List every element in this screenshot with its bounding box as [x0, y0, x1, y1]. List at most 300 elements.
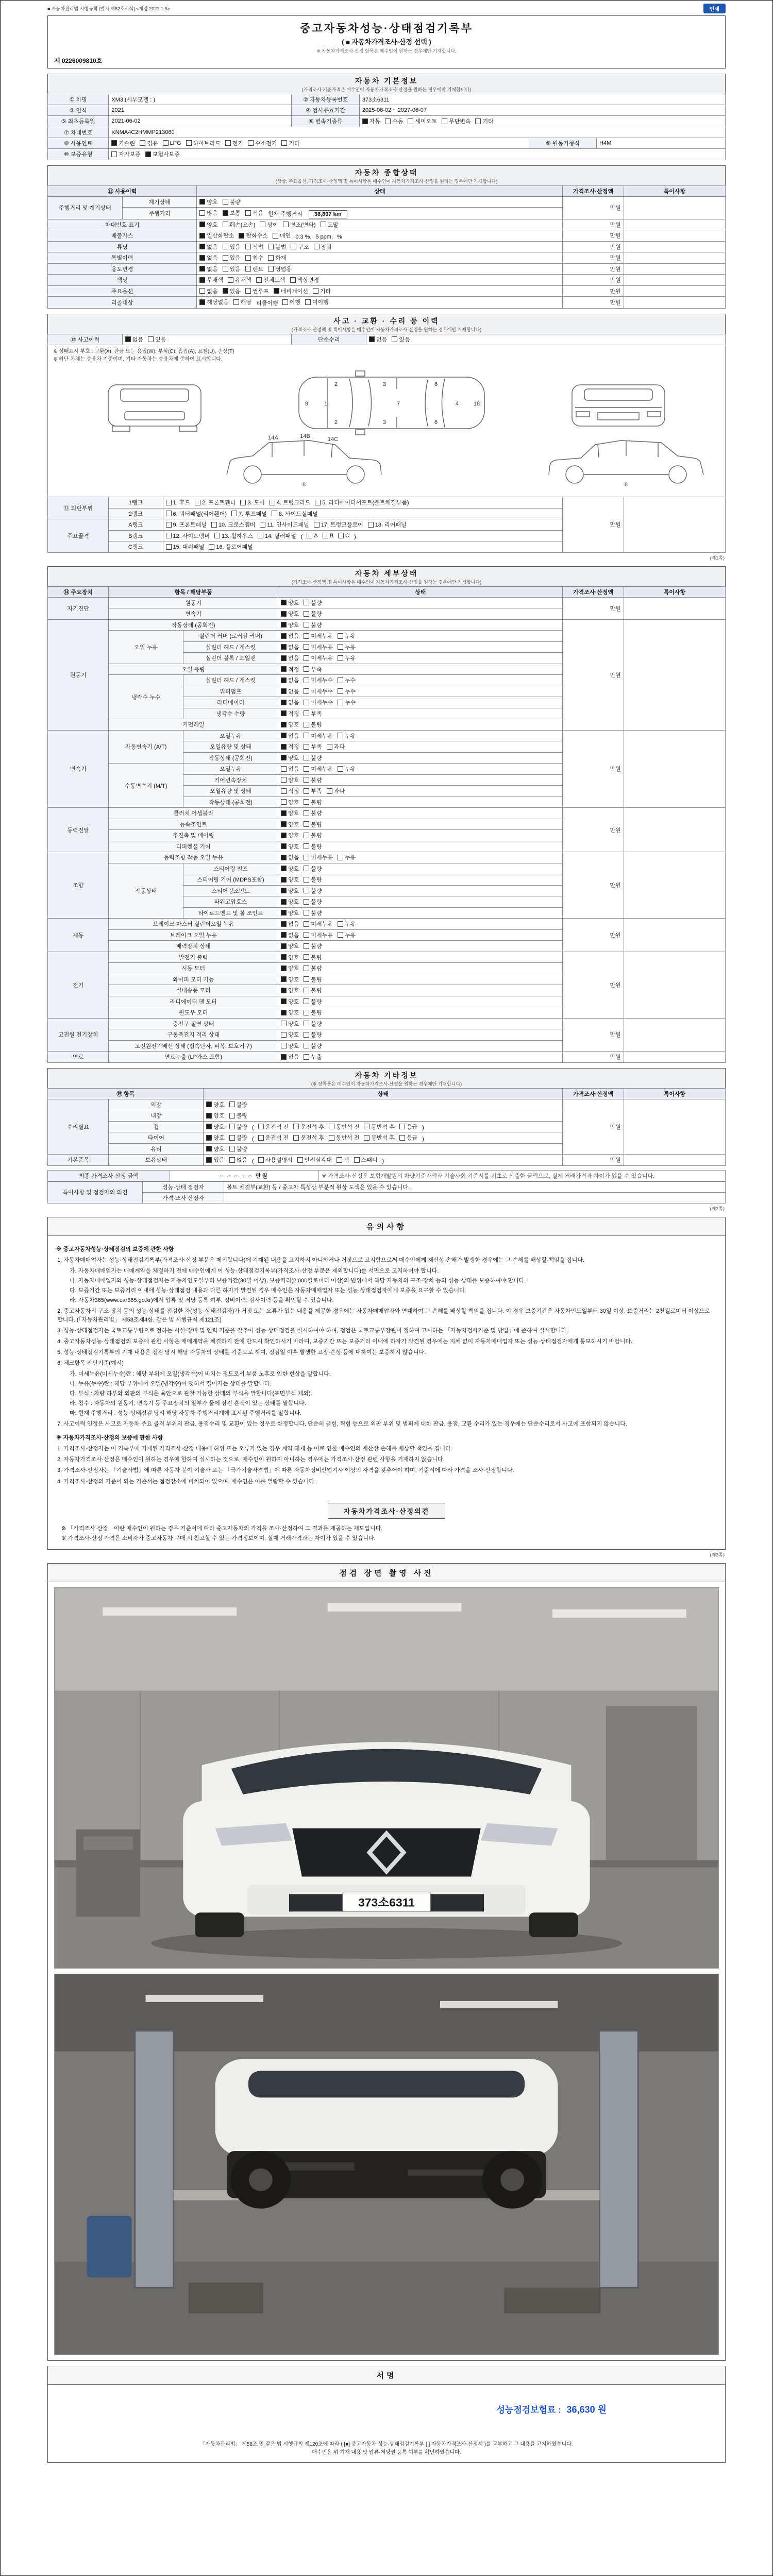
- checkbox[interactable]: [199, 253, 217, 262]
- checkbox[interactable]: [281, 1053, 299, 1061]
- checkbox[interactable]: [338, 698, 356, 706]
- checkbox-label: 적법: [252, 244, 264, 250]
- document-title: 중고자동차성능·상태점검기록부: [300, 23, 473, 35]
- checkbox-checked-icon: [199, 222, 205, 227]
- checkbox[interactable]: [281, 709, 299, 718]
- checkbox[interactable]: [140, 139, 158, 147]
- checkbox[interactable]: [408, 117, 437, 125]
- checkbox[interactable]: [248, 139, 277, 147]
- checkbox[interactable]: [256, 276, 285, 284]
- checkbox[interactable]: [281, 720, 299, 728]
- checkbox[interactable]: [233, 298, 251, 306]
- checkbox[interactable]: [304, 665, 322, 673]
- checkbox[interactable]: [329, 1133, 360, 1142]
- checkbox[interactable]: [223, 287, 241, 295]
- checkbox[interactable]: [392, 335, 410, 344]
- checkbox[interactable]: [214, 532, 253, 540]
- price-cell: 만원: [563, 919, 624, 952]
- checkbox[interactable]: [304, 920, 333, 928]
- checkbox[interactable]: [304, 897, 322, 906]
- simple-repair: [366, 334, 726, 345]
- checkbox[interactable]: [337, 1156, 349, 1164]
- checkbox-label: 없음: [288, 733, 299, 739]
- checkbox[interactable]: [272, 510, 318, 518]
- checkbox[interactable]: [304, 931, 333, 939]
- checkbox[interactable]: [304, 687, 333, 696]
- field-sublabel: 1랭크: [109, 497, 163, 509]
- checkbox[interactable]: [315, 498, 409, 506]
- checkbox[interactable]: [258, 1123, 289, 1131]
- field-sublabel: 실린더 헤드 / 개스킷: [183, 675, 278, 686]
- checkbox[interactable]: [399, 1133, 417, 1142]
- checkbox[interactable]: [281, 754, 299, 762]
- checkbox[interactable]: [281, 632, 299, 640]
- field-value: [278, 597, 563, 608]
- checkbox[interactable]: [111, 139, 135, 147]
- checkbox[interactable]: [240, 498, 264, 506]
- checkbox[interactable]: [304, 809, 322, 817]
- checkbox[interactable]: [274, 287, 308, 295]
- checkbox-label: 불량: [311, 976, 322, 983]
- checkbox[interactable]: [304, 964, 322, 972]
- checkbox[interactable]: [211, 520, 255, 529]
- checkbox[interactable]: [148, 335, 166, 344]
- checkbox-empty-icon: [228, 277, 233, 283]
- checkbox-empty-icon: [195, 500, 200, 505]
- checkbox-label: 불량: [311, 965, 322, 972]
- checkbox[interactable]: [268, 253, 286, 262]
- checkbox[interactable]: [291, 243, 309, 251]
- checkbox[interactable]: [399, 1123, 417, 1131]
- checkbox[interactable]: [323, 533, 333, 539]
- checkbox[interactable]: [304, 787, 322, 795]
- checkbox[interactable]: [304, 1020, 322, 1028]
- checkbox[interactable]: [281, 742, 299, 751]
- checkbox[interactable]: [199, 221, 217, 229]
- checkbox[interactable]: [364, 1123, 395, 1131]
- checkbox[interactable]: [281, 931, 299, 939]
- checkbox[interactable]: [304, 1042, 322, 1050]
- checkbox[interactable]: [245, 253, 263, 262]
- checkbox[interactable]: [223, 209, 241, 217]
- price-cell: 만원: [563, 952, 624, 1018]
- car-diagram-side-view-right: [549, 440, 703, 483]
- checkbox[interactable]: [304, 942, 322, 950]
- checkbox[interactable]: [304, 654, 333, 662]
- checkbox-label: 미세누수: [311, 688, 333, 695]
- checkbox[interactable]: [206, 1111, 224, 1120]
- price-cell: 만원: [563, 297, 624, 309]
- checkbox[interactable]: [338, 765, 356, 773]
- checkbox-label: 해당: [240, 299, 252, 306]
- field-label: 수리필요: [48, 1099, 109, 1155]
- checkbox[interactable]: [281, 765, 299, 773]
- notice-line: 4. 가격조사·산정의 기준이 되는 기준서는 점검장소에 비치되어 있으며, 매수인은 이를 열람할 수 있습니다.: [57, 1478, 316, 1485]
- checkbox-empty-icon: [229, 1113, 235, 1118]
- checkbox[interactable]: [338, 632, 356, 640]
- checkbox[interactable]: [229, 1111, 247, 1120]
- checkbox[interactable]: [281, 920, 299, 928]
- checkbox[interactable]: [338, 687, 356, 696]
- checkbox[interactable]: [304, 853, 333, 861]
- checkbox[interactable]: [245, 287, 269, 295]
- checkbox-label: 누출: [311, 1054, 322, 1060]
- checkbox[interactable]: [225, 139, 243, 147]
- document-subtitle: ( ■ 자동차가격조사·산정 선택 ): [342, 38, 431, 46]
- checkbox-checked-icon: [281, 644, 287, 650]
- checkbox[interactable]: [338, 853, 356, 861]
- checkbox[interactable]: [304, 720, 322, 728]
- document-header: [47, 15, 726, 69]
- checkbox[interactable]: [245, 243, 263, 251]
- checkbox-label: 양호: [288, 1010, 299, 1016]
- checkbox[interactable]: [281, 909, 299, 917]
- checkbox-checked-icon: [206, 1124, 212, 1129]
- checkbox[interactable]: [304, 831, 322, 839]
- checkbox[interactable]: [281, 698, 299, 706]
- field-label: ⑤ 최초등록일: [48, 116, 109, 127]
- checkbox[interactable]: [229, 1123, 247, 1131]
- print-button[interactable]: 인쇄: [703, 4, 726, 13]
- checkbox[interactable]: [245, 209, 263, 217]
- checkbox[interactable]: [258, 532, 296, 540]
- checkbox[interactable]: [273, 231, 291, 240]
- checkbox[interactable]: [281, 1042, 299, 1050]
- checkbox[interactable]: [368, 520, 407, 529]
- checkbox[interactable]: [186, 139, 221, 147]
- checkbox[interactable]: [281, 621, 299, 629]
- checkbox[interactable]: [304, 865, 322, 873]
- checkbox[interactable]: [304, 1008, 322, 1016]
- field-sublabel: 발전기 출력: [109, 952, 278, 963]
- checkbox[interactable]: [304, 986, 322, 994]
- checkbox-empty-icon: [223, 255, 228, 261]
- checkbox-empty-icon: [281, 140, 287, 146]
- checkbox[interactable]: [281, 897, 299, 906]
- field-value: [163, 497, 563, 509]
- checkbox[interactable]: [166, 520, 207, 529]
- checkbox[interactable]: [297, 1156, 332, 1164]
- special-note-table: [47, 1181, 726, 1204]
- checkbox[interactable]: [304, 975, 322, 984]
- checkbox[interactable]: [260, 520, 309, 529]
- checkbox[interactable]: [293, 1133, 324, 1142]
- checkbox[interactable]: [304, 1030, 322, 1039]
- checkbox[interactable]: [385, 117, 403, 125]
- field-sublabel: 2랭크: [109, 508, 163, 519]
- checkbox[interactable]: [281, 776, 299, 784]
- checkbox[interactable]: [199, 287, 217, 295]
- checkbox[interactable]: [304, 676, 333, 684]
- inline-text: 5 ppm,: [315, 233, 333, 240]
- field-value: [278, 608, 563, 620]
- checkbox-label: 불량: [311, 843, 322, 850]
- checkbox[interactable]: [281, 975, 299, 984]
- checkbox[interactable]: [281, 599, 299, 607]
- field-value: [624, 1099, 725, 1155]
- checkbox[interactable]: [304, 887, 322, 895]
- diagram-part-number: 18: [473, 401, 480, 407]
- checkbox-label: 변조(변타): [290, 222, 316, 228]
- checkbox-empty-icon: [304, 1054, 309, 1060]
- checkbox[interactable]: [304, 742, 322, 751]
- checkbox[interactable]: [199, 298, 229, 306]
- field-value: [278, 896, 563, 908]
- checkbox-label: 불량: [311, 866, 322, 872]
- checkbox[interactable]: [338, 732, 356, 740]
- checkbox[interactable]: [304, 643, 333, 651]
- checkbox-empty-icon: [304, 788, 309, 794]
- field-sublabel: 타이로드엔드 및 볼 조인트: [183, 907, 278, 919]
- checkbox[interactable]: [166, 498, 190, 506]
- checkbox[interactable]: [258, 1156, 293, 1164]
- notice-line: 다. 부식 : 차량 하부와 외판의 부식은 육안으로 관찰 가능한 상태의 부식을 말합니다(표면부식 제외).: [70, 1391, 312, 1397]
- checkbox[interactable]: [281, 732, 299, 740]
- checkbox[interactable]: [229, 1133, 247, 1142]
- car-diagram-rear-view: [572, 385, 665, 426]
- checkbox[interactable]: [206, 1133, 224, 1142]
- checkbox[interactable]: [283, 221, 316, 229]
- checkbox-label: 없음: [288, 677, 299, 684]
- checkbox[interactable]: [281, 654, 299, 662]
- checkbox[interactable]: [199, 276, 223, 284]
- checkbox[interactable]: [166, 543, 205, 551]
- checkbox[interactable]: [290, 276, 320, 284]
- checkbox[interactable]: [281, 1020, 299, 1028]
- checkbox[interactable]: [199, 209, 217, 217]
- checkbox[interactable]: [304, 698, 333, 706]
- checkbox[interactable]: [231, 510, 267, 518]
- checkbox[interactable]: [281, 1030, 299, 1039]
- checkbox[interactable]: [442, 117, 471, 125]
- checkbox[interactable]: [305, 298, 329, 306]
- checkbox[interactable]: [199, 198, 217, 206]
- checkbox[interactable]: [314, 243, 332, 251]
- checkbox[interactable]: [281, 609, 299, 618]
- checkbox[interactable]: [111, 150, 141, 158]
- checkbox[interactable]: [364, 1133, 395, 1142]
- checkbox[interactable]: [281, 809, 299, 817]
- checkbox[interactable]: [304, 1053, 322, 1061]
- field-value: [197, 219, 563, 230]
- checkbox[interactable]: [313, 287, 331, 295]
- field-label: 특이사항: [624, 1088, 725, 1099]
- checkbox[interactable]: [304, 842, 322, 851]
- checkbox[interactable]: [293, 1123, 324, 1131]
- checkbox[interactable]: [329, 1123, 360, 1131]
- checkbox-checked-icon: [239, 233, 244, 239]
- legal-line1: 「자동차관리법」 제58조 및 같은 법 시행규칙 제120조에 따라 ( [■] 중고자동차 성능·상태점검기록부 [ ] 자동차가격조사·산정서 )를 교부하고 그 내용을 고지하였습니다.: [200, 2441, 573, 2447]
- checkbox-empty-icon: [304, 1043, 309, 1048]
- checkbox[interactable]: [304, 732, 333, 740]
- checkbox[interactable]: [304, 621, 322, 629]
- checkbox[interactable]: [258, 1133, 289, 1142]
- appraiser-comment: [224, 1192, 725, 1203]
- checkbox[interactable]: [304, 909, 322, 917]
- checkbox[interactable]: [166, 510, 227, 518]
- checkbox[interactable]: [338, 931, 356, 939]
- checkbox[interactable]: [304, 953, 322, 961]
- checkbox[interactable]: [268, 243, 286, 251]
- checkbox[interactable]: [145, 150, 180, 158]
- checkbox[interactable]: [281, 997, 299, 1006]
- checkbox[interactable]: [281, 787, 299, 795]
- checkbox[interactable]: [206, 1145, 224, 1153]
- first-registration-date: 2021-06-02: [109, 116, 292, 127]
- field-label: 특별이력: [48, 252, 197, 264]
- inspection-valid-period: 2025-06-02 ~ 2027-06-07: [359, 105, 725, 116]
- diagram-part-number: 14A: [268, 435, 278, 441]
- checkbox[interactable]: [281, 665, 299, 673]
- checkbox[interactable]: [195, 498, 236, 506]
- checkbox[interactable]: [229, 1156, 247, 1164]
- checkbox[interactable]: [327, 742, 345, 751]
- field-label: ③ 연식: [48, 105, 109, 116]
- checkbox[interactable]: [304, 776, 322, 784]
- checkbox-empty-icon: [392, 336, 397, 342]
- checkbox[interactable]: [245, 265, 263, 273]
- checkbox[interactable]: [206, 1100, 224, 1109]
- checkbox-empty-icon: [223, 199, 228, 205]
- vin: KNMA4C2HMMP213060: [109, 127, 726, 138]
- checkbox[interactable]: [281, 1008, 299, 1016]
- checkbox[interactable]: [209, 543, 253, 551]
- checkbox-checked-icon: [111, 140, 117, 146]
- checkbox[interactable]: [338, 533, 349, 539]
- checkbox-label: 부족: [311, 710, 322, 717]
- field-value: [278, 874, 563, 886]
- field-value: [278, 719, 563, 731]
- field-value: [197, 230, 563, 242]
- checkbox[interactable]: [304, 632, 333, 640]
- checkbox[interactable]: [281, 942, 299, 950]
- checkbox[interactable]: [223, 253, 241, 262]
- checkbox[interactable]: [304, 820, 322, 828]
- checkbox[interactable]: [199, 265, 217, 273]
- checkbox[interactable]: [362, 117, 380, 125]
- checkbox-label: 많음: [207, 210, 218, 216]
- checkbox[interactable]: [307, 533, 317, 539]
- checkbox-label: 보험사보증: [152, 151, 180, 158]
- checkbox[interactable]: [199, 231, 234, 240]
- checkbox[interactable]: [281, 687, 299, 696]
- checkbox[interactable]: [223, 198, 241, 206]
- checkbox[interactable]: [223, 221, 256, 229]
- page-marker: (제1쪽): [710, 555, 725, 561]
- field-sublabel: 동력조향 작동 오일 누유: [109, 852, 278, 863]
- checkbox-label: 불량: [311, 988, 322, 994]
- checkbox[interactable]: [304, 997, 322, 1006]
- checkbox[interactable]: [281, 842, 299, 851]
- checkbox[interactable]: [338, 920, 356, 928]
- checkbox[interactable]: [338, 654, 356, 662]
- checkbox[interactable]: [369, 335, 387, 344]
- checkbox[interactable]: [304, 875, 322, 884]
- checkbox[interactable]: [281, 964, 299, 972]
- checkbox[interactable]: [304, 609, 322, 618]
- checkbox-label: 미이행: [312, 299, 329, 306]
- checkbox[interactable]: [281, 853, 299, 861]
- checkbox[interactable]: [125, 335, 143, 344]
- checkbox[interactable]: [281, 798, 299, 806]
- checkbox[interactable]: [260, 221, 278, 229]
- checkbox[interactable]: [304, 754, 322, 762]
- field-label: ⑨ 원동기형식: [529, 138, 597, 149]
- checkbox-label: 불량: [311, 888, 322, 894]
- checkbox[interactable]: [228, 276, 251, 284]
- checkbox[interactable]: [281, 887, 299, 895]
- checkbox[interactable]: [338, 676, 356, 684]
- field-sublabel: 브레이크 마스터 실린더오일 누유: [109, 919, 278, 930]
- checkbox[interactable]: [223, 243, 241, 251]
- checkbox-empty-icon: [186, 140, 192, 146]
- checkbox[interactable]: [229, 1100, 247, 1109]
- checkbox[interactable]: [281, 820, 299, 828]
- checkbox[interactable]: [199, 243, 217, 251]
- field-value: [278, 830, 563, 841]
- checkbox-empty-icon: [338, 633, 343, 639]
- field-label: 리콜대상: [48, 297, 197, 309]
- field-sublabel: 스티어링 기어 (MDPS포함): [183, 874, 278, 886]
- field-sublabel: 커먼레일: [109, 719, 278, 731]
- checkbox[interactable]: [314, 520, 363, 529]
- checkbox-empty-icon: [297, 1157, 303, 1163]
- checkbox[interactable]: [327, 787, 345, 795]
- checkbox[interactable]: [338, 643, 356, 651]
- checkbox-label: 전기: [232, 140, 243, 147]
- checkbox[interactable]: [281, 831, 299, 839]
- checkbox[interactable]: [304, 798, 322, 806]
- checkbox-label: 적정: [288, 666, 299, 673]
- field-value: [624, 1052, 725, 1063]
- section-header-etc: [47, 1068, 726, 1088]
- checkbox[interactable]: [270, 498, 310, 506]
- checkbox[interactable]: [475, 117, 493, 125]
- checkbox[interactable]: [268, 265, 292, 273]
- checkbox[interactable]: [281, 953, 299, 961]
- checkbox[interactable]: [321, 221, 339, 229]
- checkbox-checked-icon: [281, 965, 287, 971]
- checkbox-empty-icon: [268, 266, 274, 272]
- checkbox[interactable]: [166, 532, 210, 540]
- checkbox[interactable]: [281, 875, 299, 884]
- field-sublabel: 실린더 헤드 / 개스킷: [183, 641, 278, 653]
- checkbox[interactable]: [282, 298, 300, 306]
- checkbox[interactable]: [239, 231, 268, 240]
- checkbox[interactable]: [281, 139, 299, 147]
- checkbox-label: 화재: [275, 255, 287, 261]
- checkbox[interactable]: [206, 1123, 224, 1131]
- checkbox[interactable]: [163, 140, 181, 146]
- checkbox[interactable]: [304, 599, 322, 607]
- checkbox[interactable]: [281, 865, 299, 873]
- checkbox-empty-icon: [199, 210, 205, 216]
- field-value: [278, 619, 563, 631]
- checkbox[interactable]: [223, 265, 241, 273]
- checkbox[interactable]: [206, 1156, 224, 1164]
- checkbox-checked-icon: [274, 288, 279, 294]
- checkbox-label: 자가보증: [119, 151, 141, 158]
- checkbox[interactable]: [281, 986, 299, 994]
- checkbox-empty-icon: [304, 855, 309, 860]
- checkbox[interactable]: [354, 1156, 378, 1164]
- checkbox[interactable]: [229, 1145, 247, 1153]
- checkbox[interactable]: [281, 676, 299, 684]
- checkbox[interactable]: [281, 643, 299, 651]
- checkbox[interactable]: [304, 765, 333, 773]
- checkbox[interactable]: [304, 709, 322, 718]
- checkbox-empty-icon: [245, 288, 251, 294]
